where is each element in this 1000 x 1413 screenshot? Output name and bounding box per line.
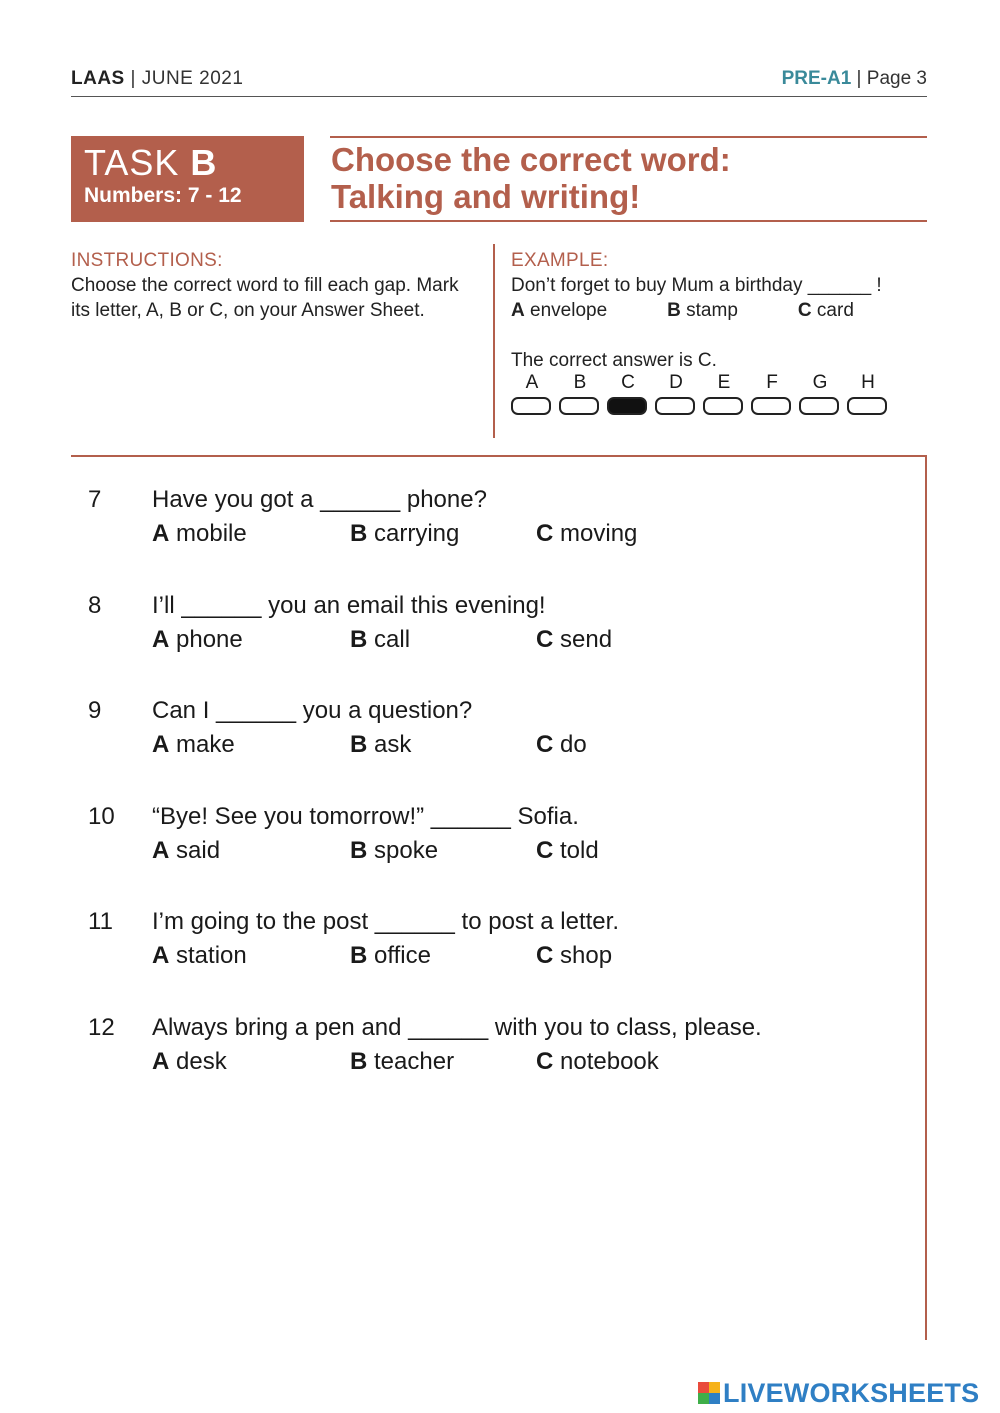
example-sentence: Don’t forget to buy Mum a birthday ______ ! xyxy=(511,275,882,296)
option-text: make xyxy=(176,731,235,758)
answer-option[interactable] xyxy=(536,626,612,654)
option-text: card xyxy=(816,300,854,321)
option-letter: A xyxy=(152,1048,170,1075)
question-stem: I’ll ______ you an email this evening! xyxy=(152,592,546,619)
example-options xyxy=(511,298,927,323)
question-number: 12 xyxy=(88,1014,115,1041)
option-text: call xyxy=(374,626,411,653)
task-heading-line2: Talking and writing! xyxy=(331,178,641,215)
answer-option[interactable] xyxy=(350,837,438,865)
option-letter: B xyxy=(350,520,368,547)
answer-option[interactable] xyxy=(350,1048,454,1076)
option-text: send xyxy=(560,626,613,653)
title-rule-bottom xyxy=(330,220,927,222)
option-text: shop xyxy=(560,942,613,969)
option-letter: A xyxy=(152,942,170,969)
question-stem: “Bye! See you tomorrow!” ______ Sofia. xyxy=(152,803,579,830)
header-level: PRE-A1 xyxy=(781,68,852,89)
answer-option[interactable] xyxy=(536,520,637,548)
answer-letter: D xyxy=(669,372,683,393)
option-text: spoke xyxy=(374,837,439,864)
header-separator: | xyxy=(130,68,136,89)
option-letter: B xyxy=(350,942,368,969)
answer-letter: G xyxy=(812,372,828,393)
option-letter: A xyxy=(152,837,170,864)
option-text: moving xyxy=(560,520,638,547)
header-rule xyxy=(71,96,927,97)
answer-bubble[interactable] xyxy=(799,397,839,415)
answer-letter: A xyxy=(525,372,539,393)
option-text: mobile xyxy=(176,520,247,547)
liveworksheets-logo xyxy=(698,1378,979,1408)
answer-option[interactable] xyxy=(536,731,587,759)
option-letter: C xyxy=(536,626,554,653)
option-text: teacher xyxy=(374,1048,455,1075)
answer-option[interactable] xyxy=(152,942,247,970)
option-text: office xyxy=(374,942,431,969)
option-letter: C xyxy=(536,1048,554,1075)
option-text: desk xyxy=(176,1048,227,1075)
option-letter: C xyxy=(536,520,554,547)
task-label: TASK xyxy=(84,142,180,183)
option-text: do xyxy=(560,731,587,758)
answer-option[interactable] xyxy=(152,626,243,654)
header-right xyxy=(782,68,927,90)
option-text: station xyxy=(176,942,247,969)
task-numbers: Numbers: 7 - 12 xyxy=(84,184,242,207)
example-heading: EXAMPLE: xyxy=(511,250,609,271)
logo-text: LIVEWORKSHEETS xyxy=(723,1377,980,1408)
option-text: notebook xyxy=(560,1048,659,1075)
option-letter: C xyxy=(536,837,554,864)
option-text: envelope xyxy=(530,300,608,321)
option-text: told xyxy=(560,837,599,864)
answer-letter: H xyxy=(861,372,875,393)
task-heading-line1: Choose the correct word: xyxy=(331,141,731,178)
answer-option[interactable] xyxy=(152,1048,227,1076)
question-number: 11 xyxy=(88,908,113,935)
questions-frame-right xyxy=(925,455,927,1340)
example-option-c xyxy=(798,298,884,323)
option-letter: A xyxy=(511,300,525,321)
option-text: carrying xyxy=(374,520,460,547)
question-number: 8 xyxy=(88,592,102,619)
answer-option[interactable] xyxy=(152,520,247,548)
question-number: 10 xyxy=(88,803,115,830)
example xyxy=(511,248,927,373)
option-letter: B xyxy=(350,731,368,758)
answer-option[interactable] xyxy=(350,626,410,654)
title-rule-top xyxy=(330,136,927,138)
option-letter: A xyxy=(152,731,170,758)
answer-option[interactable] xyxy=(536,1048,659,1076)
option-text: phone xyxy=(176,626,243,653)
questions-frame-top xyxy=(71,455,927,457)
instructions xyxy=(71,248,471,323)
answer-letter: F xyxy=(766,372,778,393)
answer-bubble[interactable] xyxy=(607,397,647,415)
task-letter: B xyxy=(190,142,218,183)
instructions-divider xyxy=(493,244,495,438)
answer-option[interactable] xyxy=(536,942,612,970)
answer-letter: C xyxy=(621,372,635,393)
option-letter: C xyxy=(536,942,554,969)
answer-option[interactable] xyxy=(350,942,431,970)
question-number: 7 xyxy=(88,486,102,513)
question-stem: Can I ______ you a question? xyxy=(152,697,473,724)
header-date: JUNE 2021 xyxy=(141,68,244,89)
header-separator-right: | xyxy=(856,68,862,89)
task-heading xyxy=(331,141,927,215)
answer-bubble[interactable] xyxy=(703,397,743,415)
option-letter: B xyxy=(350,837,368,864)
answer-bubble[interactable] xyxy=(847,397,887,415)
option-letter: B xyxy=(350,1048,368,1075)
answer-bubble[interactable] xyxy=(751,397,791,415)
option-letter: C xyxy=(536,731,554,758)
liveworksheets-logo-icon xyxy=(698,1382,720,1404)
example-option-a xyxy=(511,298,637,323)
answer-bubble[interactable] xyxy=(655,397,695,415)
option-letter: B xyxy=(667,300,681,321)
header-org: LAAS xyxy=(71,68,125,89)
example-option-b xyxy=(667,298,768,323)
instructions-text: Choose the correct word to fill each gap. Mark its letter, A, B or C, on your Answer Sheet. xyxy=(71,275,459,321)
answer-option[interactable] xyxy=(350,731,411,759)
instructions-heading: INSTRUCTIONS: xyxy=(71,250,223,271)
answer-option[interactable] xyxy=(350,520,459,548)
answer-letter: E xyxy=(717,372,731,393)
answer-option[interactable] xyxy=(152,731,235,759)
task-title xyxy=(84,142,217,184)
header-left xyxy=(71,68,243,90)
example-answer-text: The correct answer is C. xyxy=(511,350,717,371)
header-page: Page 3 xyxy=(866,68,927,89)
answer-option[interactable] xyxy=(152,837,220,865)
question-stem: Have you got a ______ phone? xyxy=(152,486,487,513)
answer-bubble[interactable] xyxy=(559,397,599,415)
question-number: 9 xyxy=(88,697,102,724)
answer-option[interactable] xyxy=(536,837,599,865)
option-text: ask xyxy=(374,731,412,758)
answer-bubble[interactable] xyxy=(511,397,551,415)
option-letter: C xyxy=(797,300,812,321)
question-stem: I’m going to the post ______ to post a letter. xyxy=(152,908,619,935)
option-text: stamp xyxy=(686,300,738,321)
question-stem: Always bring a pen and ______ with you to class, please. xyxy=(152,1014,762,1041)
option-letter: B xyxy=(350,626,368,653)
option-text: said xyxy=(176,837,221,864)
option-letter: A xyxy=(152,520,170,547)
answer-letter: B xyxy=(573,372,587,393)
option-letter: A xyxy=(152,626,170,653)
task-box xyxy=(71,136,304,222)
